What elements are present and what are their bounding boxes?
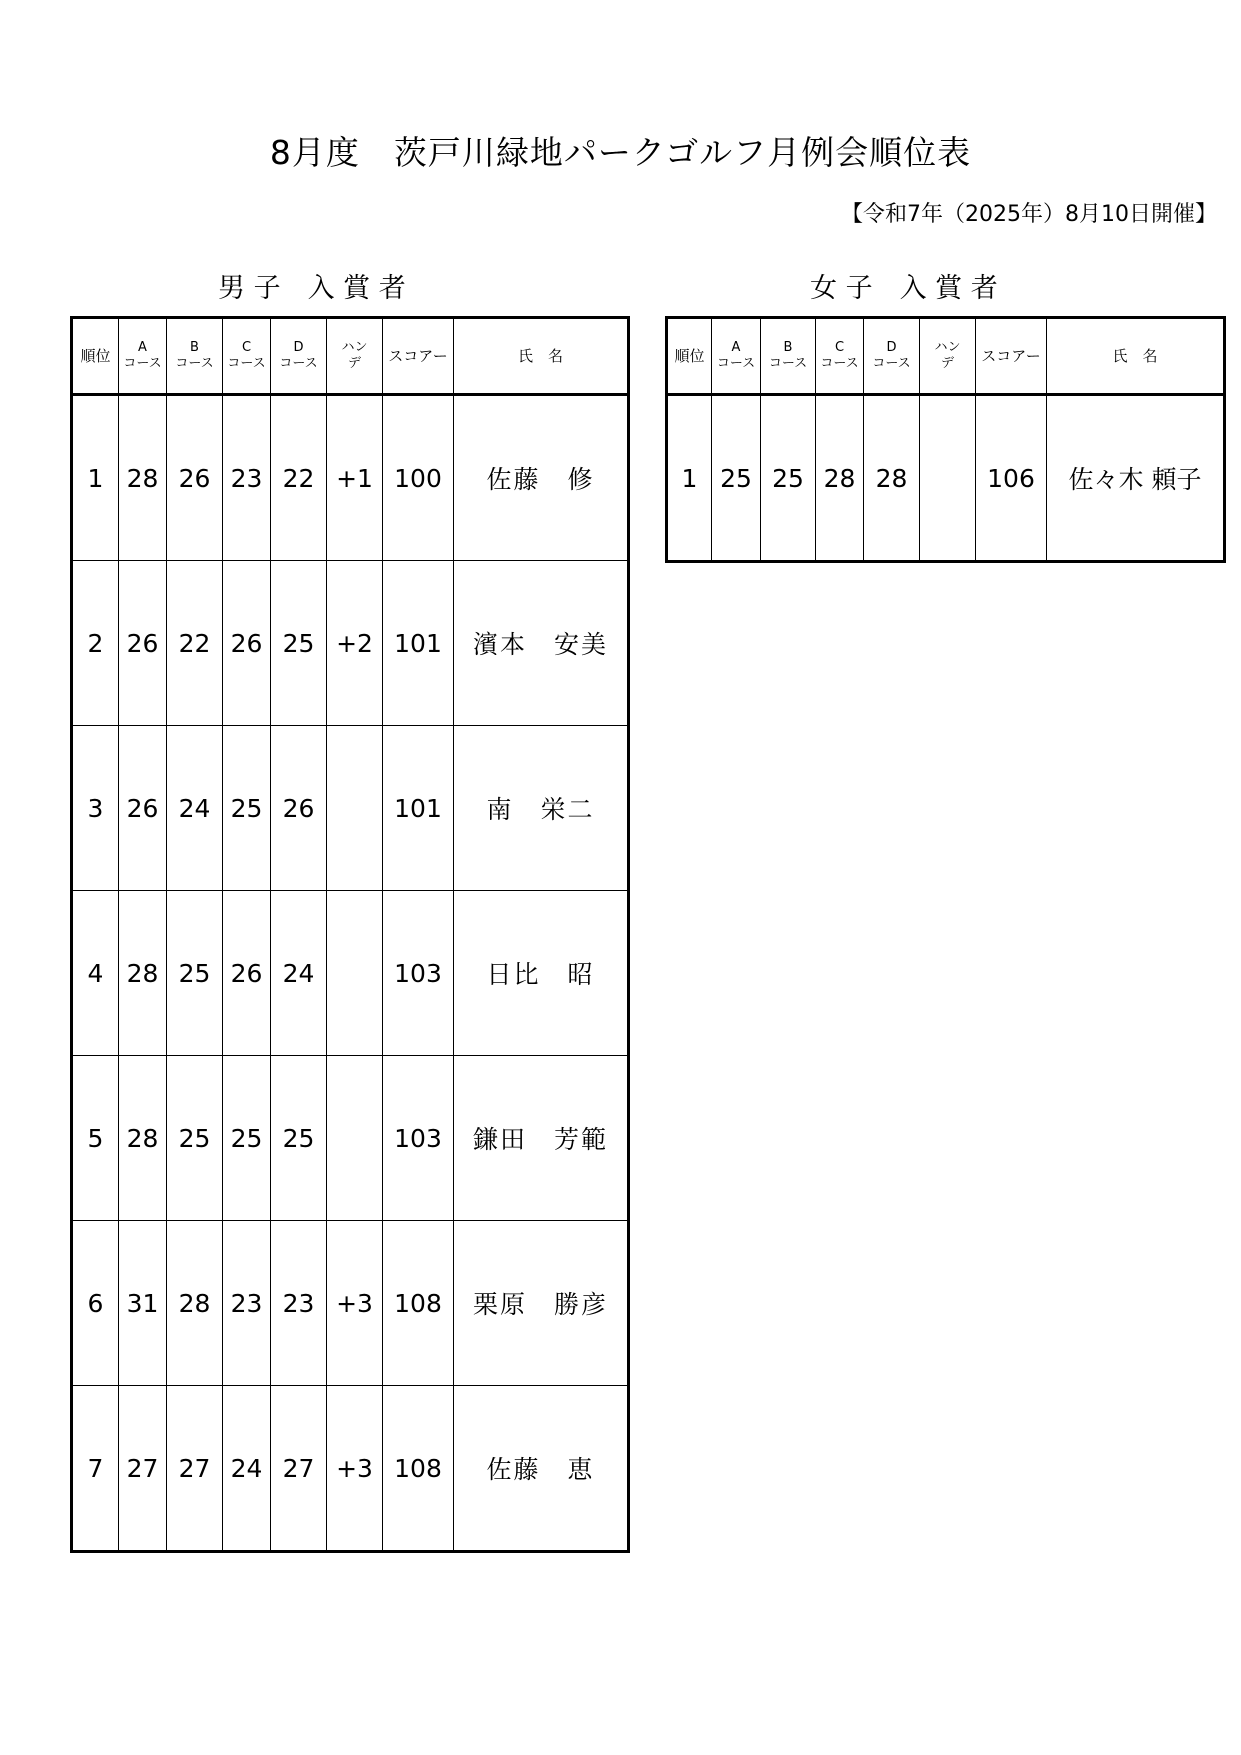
header-d-course: D コース bbox=[271, 318, 327, 395]
header-c-course: C コース bbox=[223, 318, 271, 395]
b-course-cell: 24 bbox=[167, 726, 223, 891]
women-ranking-table bbox=[665, 316, 1226, 563]
name-cell: 鎌田 芳範 bbox=[454, 1056, 629, 1221]
score-cell: 103 bbox=[383, 891, 454, 1056]
handicap-cell: +3 bbox=[327, 1386, 383, 1552]
c-course-cell: 28 bbox=[816, 395, 864, 562]
rank-cell: 1 bbox=[667, 395, 712, 562]
handicap-cell bbox=[327, 726, 383, 891]
d-course-cell: 28 bbox=[864, 395, 920, 562]
d-course-cell: 25 bbox=[271, 1056, 327, 1221]
score-cell: 100 bbox=[383, 395, 454, 561]
c-course-cell: 23 bbox=[223, 395, 271, 561]
b-course-cell: 27 bbox=[167, 1386, 223, 1552]
handicap-cell bbox=[920, 395, 976, 562]
b-course-cell: 25 bbox=[167, 1056, 223, 1221]
b-course-cell: 25 bbox=[167, 891, 223, 1056]
table-row bbox=[72, 1221, 629, 1386]
c-course-cell: 25 bbox=[223, 1056, 271, 1221]
header-score: スコアー bbox=[383, 318, 454, 395]
name-cell: 南 栄二 bbox=[454, 726, 629, 891]
handicap-cell bbox=[327, 1056, 383, 1221]
a-course-cell: 26 bbox=[119, 726, 167, 891]
b-course-cell: 28 bbox=[167, 1221, 223, 1386]
c-course-cell: 26 bbox=[223, 561, 271, 726]
handicap-cell: +3 bbox=[327, 1221, 383, 1386]
header-a-course: A コース bbox=[712, 318, 761, 395]
name-cell: 佐々木 頼子 bbox=[1047, 395, 1225, 562]
d-course-cell: 23 bbox=[271, 1221, 327, 1386]
men-ranking-table bbox=[70, 316, 630, 1553]
c-course-cell: 24 bbox=[223, 1386, 271, 1552]
header-c-course: C コース bbox=[816, 318, 864, 395]
table-row bbox=[667, 395, 1225, 562]
table-row bbox=[72, 395, 629, 561]
header-a-course: A コース bbox=[119, 318, 167, 395]
score-cell: 101 bbox=[383, 726, 454, 891]
rank-cell: 6 bbox=[72, 1221, 119, 1386]
rank-cell: 4 bbox=[72, 891, 119, 1056]
a-course-cell: 26 bbox=[119, 561, 167, 726]
rank-cell: 7 bbox=[72, 1386, 119, 1552]
women-header-row bbox=[667, 318, 1225, 395]
a-course-cell: 28 bbox=[119, 395, 167, 561]
a-course-cell: 31 bbox=[119, 1221, 167, 1386]
c-course-cell: 25 bbox=[223, 726, 271, 891]
header-rank: 順位 bbox=[72, 318, 119, 395]
men-header-row bbox=[72, 318, 629, 395]
d-course-cell: 26 bbox=[271, 726, 327, 891]
score-cell: 101 bbox=[383, 561, 454, 726]
handicap-cell: +2 bbox=[327, 561, 383, 726]
table-row bbox=[72, 561, 629, 726]
event-date: 【令和7年（2025年）8月10日開催】 bbox=[841, 202, 1217, 227]
name-cell: 佐藤 修 bbox=[454, 395, 629, 561]
name-cell: 濱本 安美 bbox=[454, 561, 629, 726]
women-section-title: 女 子 入 賞 者 bbox=[810, 273, 998, 304]
header-b-course: B コース bbox=[167, 318, 223, 395]
header-name: 氏 名 bbox=[1047, 318, 1225, 395]
name-cell: 日比 昭 bbox=[454, 891, 629, 1056]
rank-cell: 5 bbox=[72, 1056, 119, 1221]
rank-cell: 3 bbox=[72, 726, 119, 891]
score-cell: 108 bbox=[383, 1221, 454, 1386]
table-row bbox=[72, 1386, 629, 1552]
d-course-cell: 22 bbox=[271, 395, 327, 561]
score-cell: 106 bbox=[976, 395, 1047, 562]
rank-cell: 2 bbox=[72, 561, 119, 726]
handicap-cell bbox=[327, 891, 383, 1056]
name-cell: 佐藤 恵 bbox=[454, 1386, 629, 1552]
header-b-course: B コース bbox=[761, 318, 816, 395]
a-course-cell: 25 bbox=[712, 395, 761, 562]
header-rank: 順位 bbox=[667, 318, 712, 395]
d-course-cell: 27 bbox=[271, 1386, 327, 1552]
table-row bbox=[72, 726, 629, 891]
a-course-cell: 27 bbox=[119, 1386, 167, 1552]
rank-cell: 1 bbox=[72, 395, 119, 561]
page-title: 8月度 茨戸川緑地パークゴルフ月例会順位表 bbox=[269, 133, 972, 172]
a-course-cell: 28 bbox=[119, 1056, 167, 1221]
handicap-cell: +1 bbox=[327, 395, 383, 561]
header-d-course: D コース bbox=[864, 318, 920, 395]
b-course-cell: 22 bbox=[167, 561, 223, 726]
c-course-cell: 26 bbox=[223, 891, 271, 1056]
c-course-cell: 23 bbox=[223, 1221, 271, 1386]
men-section-title: 男 子 入 賞 者 bbox=[218, 273, 406, 304]
name-cell: 栗原 勝彦 bbox=[454, 1221, 629, 1386]
header-handicap: ハン デ bbox=[327, 318, 383, 395]
a-course-cell: 28 bbox=[119, 891, 167, 1056]
header-name: 氏 名 bbox=[454, 318, 629, 395]
header-handicap: ハン デ bbox=[920, 318, 976, 395]
d-course-cell: 25 bbox=[271, 561, 327, 726]
table-row bbox=[72, 891, 629, 1056]
d-course-cell: 24 bbox=[271, 891, 327, 1056]
b-course-cell: 26 bbox=[167, 395, 223, 561]
table-row bbox=[72, 1056, 629, 1221]
b-course-cell: 25 bbox=[761, 395, 816, 562]
score-cell: 103 bbox=[383, 1056, 454, 1221]
score-cell: 108 bbox=[383, 1386, 454, 1552]
header-score: スコアー bbox=[976, 318, 1047, 395]
